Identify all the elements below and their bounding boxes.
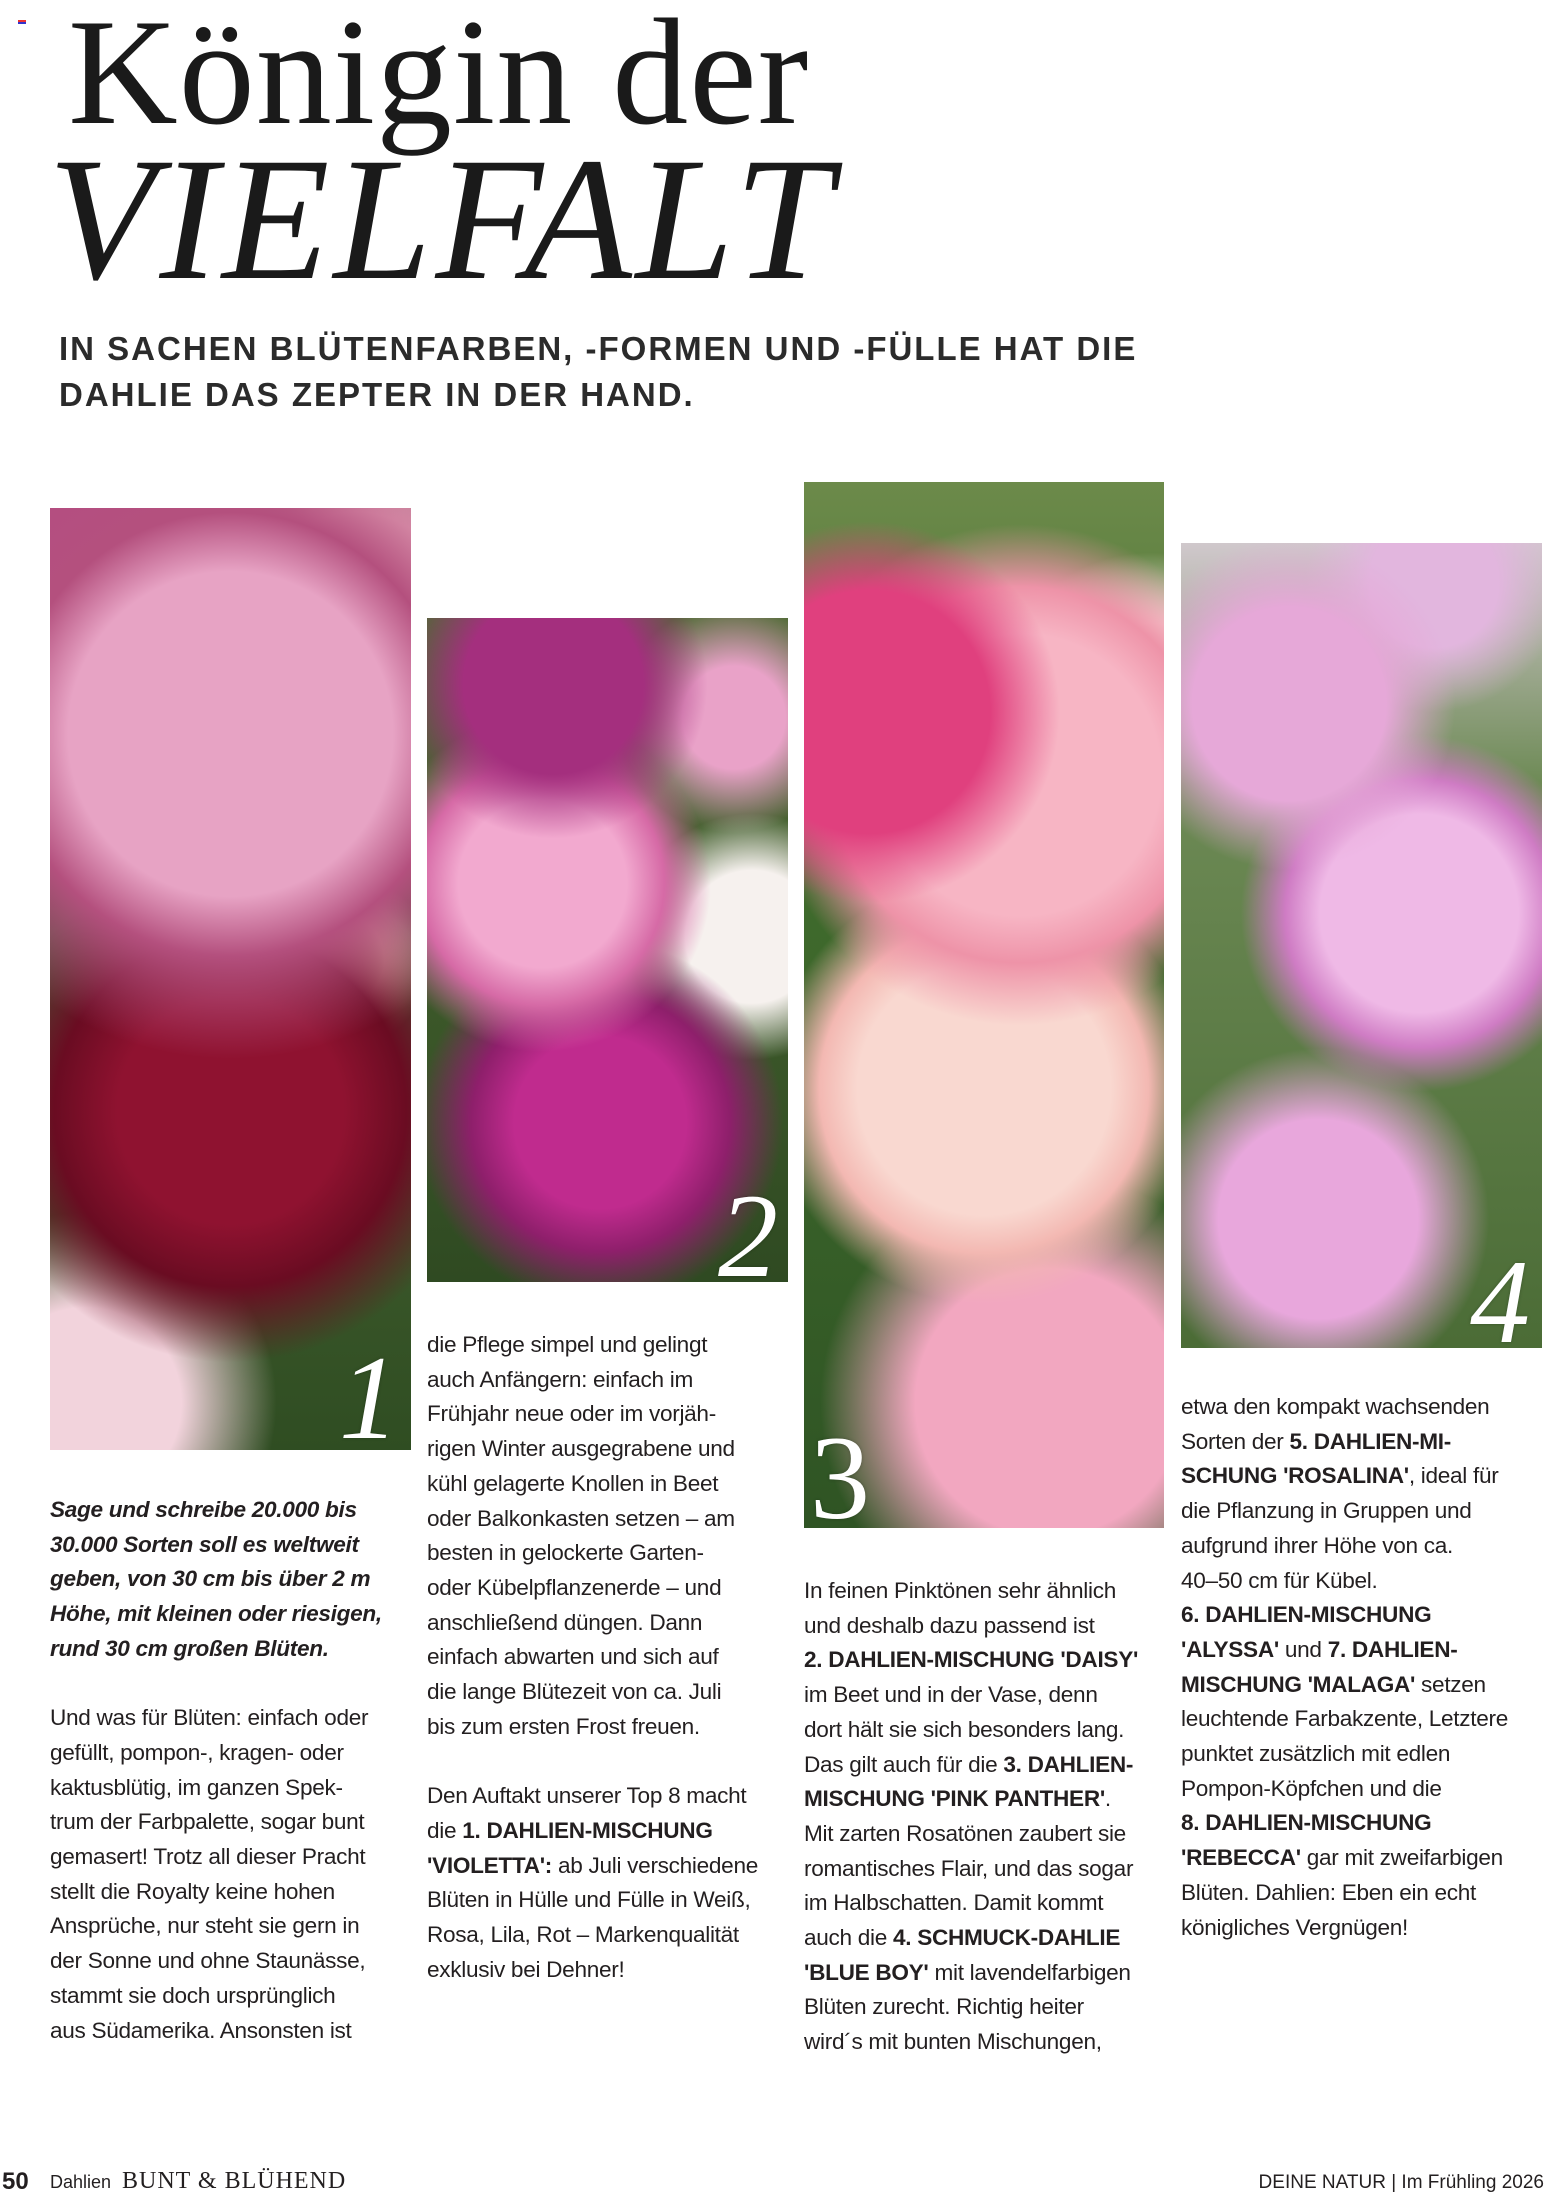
text-segment: oder Kübelpflanzenerde – und bbox=[427, 1574, 722, 1600]
text-segment: Rosa, Lila, Rot – Markenqualität bbox=[427, 1921, 739, 1947]
body-paragraph bbox=[427, 1328, 799, 1744]
subheadline-line-2: DAHLIE DAS ZEPTER IN DER HAND. bbox=[59, 376, 695, 413]
text-segment: Sorten der bbox=[1181, 1428, 1290, 1454]
variety-name: 6. DAHLIEN-MISCHUNG bbox=[1181, 1602, 1432, 1628]
text-line bbox=[427, 1606, 799, 1641]
dahlia-photo-3 bbox=[804, 482, 1164, 1528]
text-line bbox=[427, 1432, 799, 1467]
text-line bbox=[50, 1944, 422, 1979]
text-line bbox=[427, 1918, 799, 1953]
text-line bbox=[50, 1909, 422, 1944]
body-paragraph bbox=[50, 1701, 422, 2048]
text-line bbox=[804, 1852, 1176, 1887]
text-segment: einfach abwarten und sich auf bbox=[427, 1644, 719, 1670]
text-line bbox=[804, 1748, 1176, 1783]
text-line bbox=[1181, 1772, 1550, 1807]
text-column-1 bbox=[50, 1493, 422, 2048]
text-segment: im Halbschatten. Damit kommt bbox=[804, 1890, 1104, 1916]
text-line bbox=[1181, 1702, 1550, 1737]
text-segment: gemasert! Trotz all dieser Pracht bbox=[50, 1844, 366, 1870]
text-line bbox=[427, 1675, 799, 1710]
photo-number: 2 bbox=[718, 1169, 778, 1282]
text-line bbox=[427, 1467, 799, 1502]
text-segment: . bbox=[1104, 1786, 1111, 1812]
text-segment: Blüten. Dahlien: Eben ein echt bbox=[1181, 1879, 1476, 1905]
text-segment: rund 30 cm großen Blüten. bbox=[50, 1635, 329, 1661]
text-segment: die Pflanzung in Gruppen und bbox=[1181, 1498, 1472, 1524]
text-segment: die Pflege simpel und gelingt bbox=[427, 1332, 708, 1357]
text-column-3 bbox=[804, 1574, 1176, 2060]
text-line bbox=[50, 1562, 422, 1597]
variety-name: MISCHUNG 'MALAGA' bbox=[1181, 1671, 1416, 1697]
text-line bbox=[804, 1817, 1176, 1852]
text-segment: In feinen Pinktönen sehr ähnlich bbox=[804, 1578, 1116, 1603]
text-segment: königliches Vergnügen! bbox=[1181, 1914, 1409, 1940]
body-paragraph bbox=[427, 1779, 799, 1987]
text-line bbox=[804, 1956, 1176, 1991]
text-line bbox=[427, 1779, 799, 1814]
text-segment: 30.000 Sorten soll es weltweit bbox=[50, 1531, 359, 1557]
text-column-4 bbox=[1181, 1390, 1550, 1945]
text-line bbox=[804, 1921, 1176, 1956]
page-footer bbox=[0, 2168, 1550, 2198]
text-line bbox=[427, 1883, 799, 1918]
text-line bbox=[1181, 1494, 1550, 1529]
text-line bbox=[1181, 1564, 1550, 1599]
rubric-label: BUNT & BLÜHEND bbox=[122, 2168, 347, 2194]
text-segment: Frühjahr neue oder im vorjäh- bbox=[427, 1401, 716, 1427]
text-segment: etwa den kompakt wachsenden bbox=[1181, 1394, 1490, 1419]
variety-name: MISCHUNG 'PINK PANTHER' bbox=[804, 1786, 1105, 1812]
text-segment: mit lavendelfarbigen bbox=[928, 1959, 1131, 1985]
text-segment: dort hält sie sich besonders lang. bbox=[804, 1716, 1125, 1742]
variety-name: 'ALYSSA' bbox=[1181, 1636, 1279, 1662]
text-segment: punktet zusätzlich mit edlen bbox=[1181, 1741, 1451, 1767]
text-segment: Den Auftakt unserer Top 8 macht bbox=[427, 1783, 747, 1809]
text-line bbox=[1181, 1390, 1550, 1425]
text-line bbox=[1181, 1425, 1550, 1460]
body-paragraph bbox=[804, 1574, 1176, 2060]
text-line bbox=[427, 1814, 799, 1849]
text-line bbox=[427, 1571, 799, 1606]
text-line bbox=[50, 1597, 422, 1632]
text-segment: Sage und schreibe 20.000 bis bbox=[50, 1497, 357, 1522]
dahlia-photo-2 bbox=[427, 618, 788, 1282]
text-line bbox=[427, 1328, 799, 1363]
dahlia-photo-4 bbox=[1181, 543, 1542, 1348]
text-segment: aufgrund ihrer Höhe von ca. bbox=[1181, 1532, 1453, 1558]
photo-number: 4 bbox=[1470, 1235, 1530, 1348]
text-line bbox=[50, 2014, 422, 2049]
text-segment: und bbox=[1278, 1636, 1328, 1662]
intro-paragraph bbox=[50, 1493, 422, 1667]
text-line bbox=[804, 1678, 1176, 1713]
text-segment: ab Juli verschiedene bbox=[552, 1852, 758, 1878]
text-segment: trum der Farbpalette, sogar bunt bbox=[50, 1809, 365, 1835]
text-segment: und deshalb dazu passend ist bbox=[804, 1612, 1095, 1638]
text-segment: geben, von 30 cm bis über 2 m bbox=[50, 1566, 371, 1592]
text-line bbox=[50, 1840, 422, 1875]
text-segment: gar mit zweifarbigen bbox=[1300, 1845, 1503, 1871]
page-number: 50 bbox=[2, 2168, 29, 2195]
text-line bbox=[50, 1493, 422, 1528]
variety-name: 4. SCHMUCK-DAHLIE bbox=[893, 1925, 1121, 1951]
text-segment: Pompon-Köpfchen und die bbox=[1181, 1775, 1442, 1801]
text-segment: Blüten in Hülle und Fülle in Weiß, bbox=[427, 1887, 751, 1913]
text-line bbox=[427, 1502, 799, 1537]
variety-name: 'VIOLETTA': bbox=[427, 1852, 553, 1878]
photo-number: 1 bbox=[339, 1331, 399, 1450]
text-line bbox=[1181, 1633, 1550, 1668]
subheadline-line-1: IN SACHEN BLÜTENFARBEN, -FORMEN UND -FÜLLE HAT DIE bbox=[59, 330, 1138, 367]
text-line bbox=[50, 1805, 422, 1840]
text-segment: aus Südamerika. Ansonsten ist bbox=[50, 2017, 352, 2043]
text-segment: Das gilt auch für die bbox=[804, 1751, 1004, 1777]
text-line bbox=[1181, 1668, 1550, 1703]
text-segment: leuchtende Farbakzente, Letztere bbox=[1181, 1706, 1509, 1732]
text-line bbox=[427, 1363, 799, 1398]
text-line bbox=[427, 1953, 799, 1988]
subheadline bbox=[59, 326, 1137, 418]
text-segment: Ansprüche, nur steht sie gern in bbox=[50, 1913, 360, 1939]
text-line bbox=[50, 1528, 422, 1563]
text-line bbox=[1181, 1911, 1550, 1946]
text-line bbox=[427, 1710, 799, 1745]
text-segment: oder Balkonkasten setzen – am bbox=[427, 1505, 735, 1531]
text-segment: stammt sie doch ursprünglich bbox=[50, 1982, 336, 2008]
text-line bbox=[50, 1875, 422, 1910]
text-line bbox=[50, 1632, 422, 1667]
text-line bbox=[804, 1609, 1176, 1644]
text-segment: wird´s mit bunten Mischungen, bbox=[804, 2029, 1102, 2055]
text-line bbox=[804, 1643, 1176, 1678]
text-line bbox=[50, 1771, 422, 1806]
text-segment: Höhe, mit kleinen oder riesigen, bbox=[50, 1601, 382, 1627]
magazine-issue: DEINE NATUR | Im Frühling 2026 bbox=[1258, 2172, 1544, 2193]
text-segment: auch die bbox=[804, 1925, 893, 1951]
color-mark bbox=[18, 20, 26, 24]
text-segment: , ideal für bbox=[1408, 1463, 1499, 1489]
text-segment: gefüllt, pompon-, kragen- oder bbox=[50, 1739, 344, 1765]
text-segment: Mit zarten Rosatönen zaubert sie bbox=[804, 1820, 1126, 1846]
headline-line-1: Königin der bbox=[68, 0, 810, 156]
text-line bbox=[1181, 1737, 1550, 1772]
text-segment: bis zum ersten Frost freuen. bbox=[427, 1713, 700, 1739]
body-paragraph bbox=[1181, 1390, 1550, 1945]
variety-name: SCHUNG 'ROSALINA' bbox=[1181, 1463, 1409, 1489]
text-line bbox=[50, 1701, 422, 1736]
text-segment: besten in gelockerte Garten- bbox=[427, 1540, 704, 1566]
text-segment: rigen Winter ausgegrabene und bbox=[427, 1436, 735, 1462]
text-line bbox=[427, 1640, 799, 1675]
text-line bbox=[1181, 1459, 1550, 1494]
text-segment: setzen bbox=[1415, 1671, 1486, 1697]
text-line bbox=[427, 1849, 799, 1884]
photo-number: 3 bbox=[810, 1411, 870, 1528]
dahlia-photo-1 bbox=[50, 508, 411, 1450]
text-segment: kaktusblütig, im ganzen Spek- bbox=[50, 1774, 343, 1800]
text-segment: anschließend düngen. Dann bbox=[427, 1609, 703, 1635]
text-segment: romantisches Flair, und das sogar bbox=[804, 1855, 1134, 1881]
variety-name: 8. DAHLIEN-MISCHUNG bbox=[1181, 1810, 1432, 1836]
text-line bbox=[1181, 1598, 1550, 1633]
text-segment: kühl gelagerte Knollen in Beet bbox=[427, 1470, 719, 1496]
text-line bbox=[1181, 1529, 1550, 1564]
variety-name: 5. DAHLIEN-MI- bbox=[1289, 1428, 1451, 1454]
section-label: Dahlien bbox=[50, 2172, 112, 2192]
text-segment: Blüten zurecht. Richtig heiter bbox=[804, 1994, 1084, 2020]
text-segment: auch Anfängern: einfach im bbox=[427, 1366, 694, 1392]
text-segment: exklusiv bei Dehner! bbox=[427, 1956, 625, 1982]
text-line bbox=[804, 2025, 1176, 2060]
variety-name: 'BLUE BOY' bbox=[804, 1959, 929, 1985]
text-line bbox=[50, 1979, 422, 2014]
text-line bbox=[804, 1713, 1176, 1748]
text-segment: im Beet und in der Vase, denn bbox=[804, 1682, 1098, 1708]
headline-line-2: VIELFALT bbox=[48, 122, 837, 317]
text-line bbox=[427, 1536, 799, 1571]
variety-name: 2. DAHLIEN-MISCHUNG 'DAISY' bbox=[804, 1647, 1139, 1673]
text-line bbox=[1181, 1876, 1550, 1911]
variety-name: 3. DAHLIEN- bbox=[1003, 1751, 1134, 1777]
text-segment: Und was für Blüten: einfach oder bbox=[50, 1705, 369, 1731]
text-segment: die lange Blütezeit von ca. Juli bbox=[427, 1679, 722, 1705]
text-segment: 40–50 cm für Kübel. bbox=[1181, 1567, 1378, 1593]
text-column-2 bbox=[427, 1328, 799, 1987]
text-segment: stellt die Royalty keine hohen bbox=[50, 1878, 335, 1904]
text-line bbox=[804, 1886, 1176, 1921]
text-line bbox=[804, 1782, 1176, 1817]
text-segment: die bbox=[427, 1817, 463, 1843]
text-segment: der Sonne und ohne Staunässe, bbox=[50, 1948, 366, 1974]
text-line bbox=[1181, 1841, 1550, 1876]
variety-name: 1. DAHLIEN-MISCHUNG bbox=[462, 1817, 713, 1843]
variety-name: 'REBECCA' bbox=[1181, 1845, 1301, 1871]
text-line bbox=[804, 1574, 1176, 1609]
text-line bbox=[804, 1990, 1176, 2025]
text-line bbox=[50, 1736, 422, 1771]
text-line bbox=[1181, 1806, 1550, 1841]
text-line bbox=[427, 1397, 799, 1432]
variety-name: 7. DAHLIEN- bbox=[1327, 1636, 1458, 1662]
